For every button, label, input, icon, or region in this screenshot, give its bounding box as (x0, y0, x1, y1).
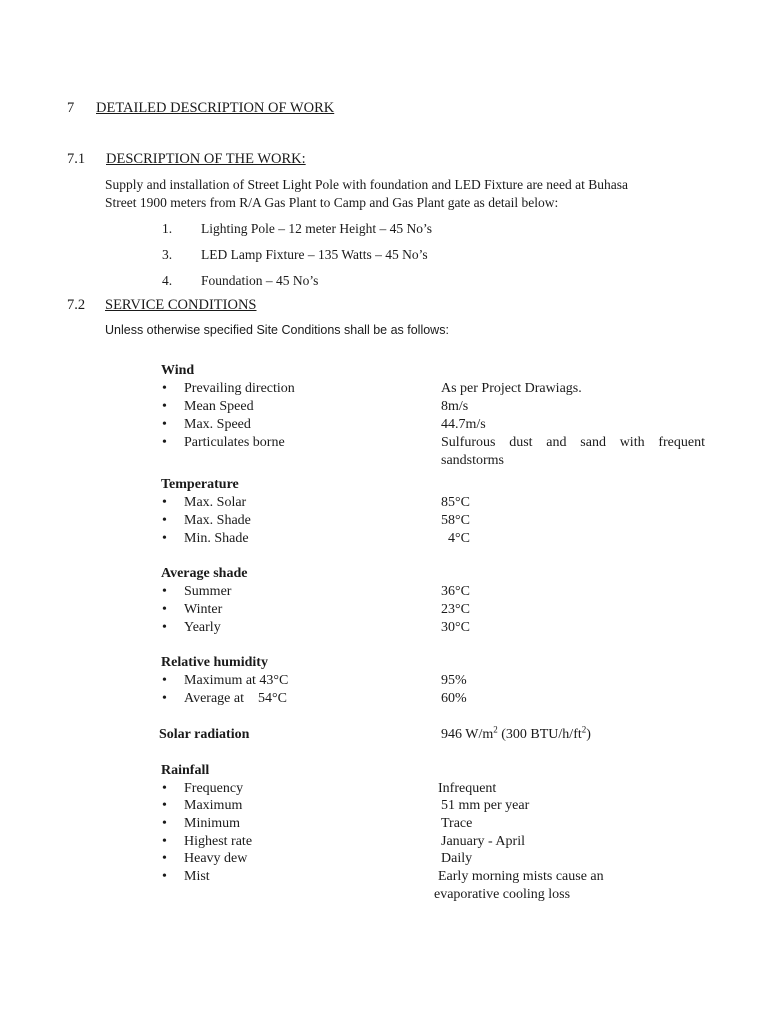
humidity-value: 60% (441, 691, 467, 706)
relative-humidity-heading: Relative humidity (161, 655, 268, 670)
item-text: Lighting Pole – 12 meter Height – 45 No’s (201, 221, 432, 236)
item-number: 4. (162, 273, 173, 288)
average-shade-value: 36°C (441, 584, 470, 599)
rainfall-value: Early morning mists cause an (438, 869, 604, 884)
item-text: LED Lamp Fixture – 135 Watts – 45 No’s (201, 247, 428, 262)
solar-radiation-heading: Solar radiation (159, 727, 250, 742)
solar-radiation-value: 946 $W/m^2$ (300 BTU/$h/ft^2$) (441, 724, 591, 742)
average-shade-value: 30°C (441, 620, 470, 635)
wind-label: • Prevailing direction (184, 381, 295, 397)
rainfall-label: • Highest rate (184, 834, 252, 850)
humidity-value: 95% (441, 673, 467, 688)
temperature-label: • Max. Shade (184, 513, 251, 529)
wind-value-continued: sandstorms (441, 453, 504, 468)
rainfall-value: Trace (441, 816, 473, 831)
site-conditions-intro: Unless otherwise specified Site Conditions shall be as follows: (105, 323, 449, 337)
rainfall-label: • Maximum (184, 798, 242, 814)
section-7-number: 7 (67, 100, 75, 116)
section-7-title: DETAILED DESCRIPTION OF WORK (96, 100, 335, 116)
wind-value: As per Project Drawiags. (441, 381, 582, 396)
temperature-value: 58°C (441, 513, 470, 528)
wind-label: • Max. Speed (184, 417, 251, 433)
humidity-label: • Average at 54°C (184, 691, 287, 707)
rainfall-value: Daily (441, 851, 473, 866)
rainfall-value: Infrequent (438, 781, 497, 796)
rainfall-value: 51 mm per year (441, 798, 530, 813)
wind-heading: Wind (161, 363, 195, 378)
rainfall-label: • Frequency (184, 781, 243, 797)
average-shade-value: 23°C (441, 602, 470, 617)
section-7-1-number: 7.1 (67, 151, 86, 167)
item-number: 1. (162, 221, 173, 236)
section-7-2-title: SERVICE CONDITIONS (105, 297, 257, 313)
average-shade-label: • Winter (184, 602, 222, 618)
average-shade-label: • Yearly (184, 620, 221, 636)
rainfall-label: • Heavy dew (184, 851, 247, 867)
temperature-value: 85°C (441, 495, 470, 510)
item-text: Foundation – 45 No’s (201, 273, 319, 288)
rainfall-value-continued: evaporative cooling loss (434, 887, 571, 902)
wind-value: Sulfurous dust and sand with frequent (441, 435, 705, 450)
temperature-heading: Temperature (161, 477, 239, 492)
wind-label: • Mean Speed (184, 399, 254, 415)
rainfall-value: January - April (441, 834, 525, 849)
rainfall-label: • Mist (184, 869, 210, 885)
section-7-1-title: DESCRIPTION OF THE WORK: (106, 151, 306, 167)
wind-value: 44.7m/s (441, 417, 486, 432)
average-shade-label: • Summer (184, 584, 231, 600)
wind-value: 8m/s (441, 399, 469, 414)
average-shade-heading: Average shade (161, 566, 248, 581)
item-number: 3. (162, 247, 173, 262)
humidity-label: • Maximum at 43°C (184, 673, 288, 689)
rainfall-heading: Rainfall (161, 763, 210, 778)
rainfall-label: • Minimum (184, 816, 240, 832)
work-description-line-2: Street 1900 meters from R/A Gas Plant to Camp and Gas Plant gate as detail below: (105, 195, 559, 210)
wind-label: • Particulates borne (184, 435, 285, 451)
section-7-2-number: 7.2 (67, 297, 86, 313)
work-description-line-1: Supply and installation of Street Light Pole with foundation and LED Fixture are need at Buhasa (105, 177, 629, 192)
temperature-label: • Min. Shade (184, 531, 249, 547)
temperature-label: • Max. Solar (184, 495, 246, 511)
temperature-value: 4°C (448, 531, 470, 546)
